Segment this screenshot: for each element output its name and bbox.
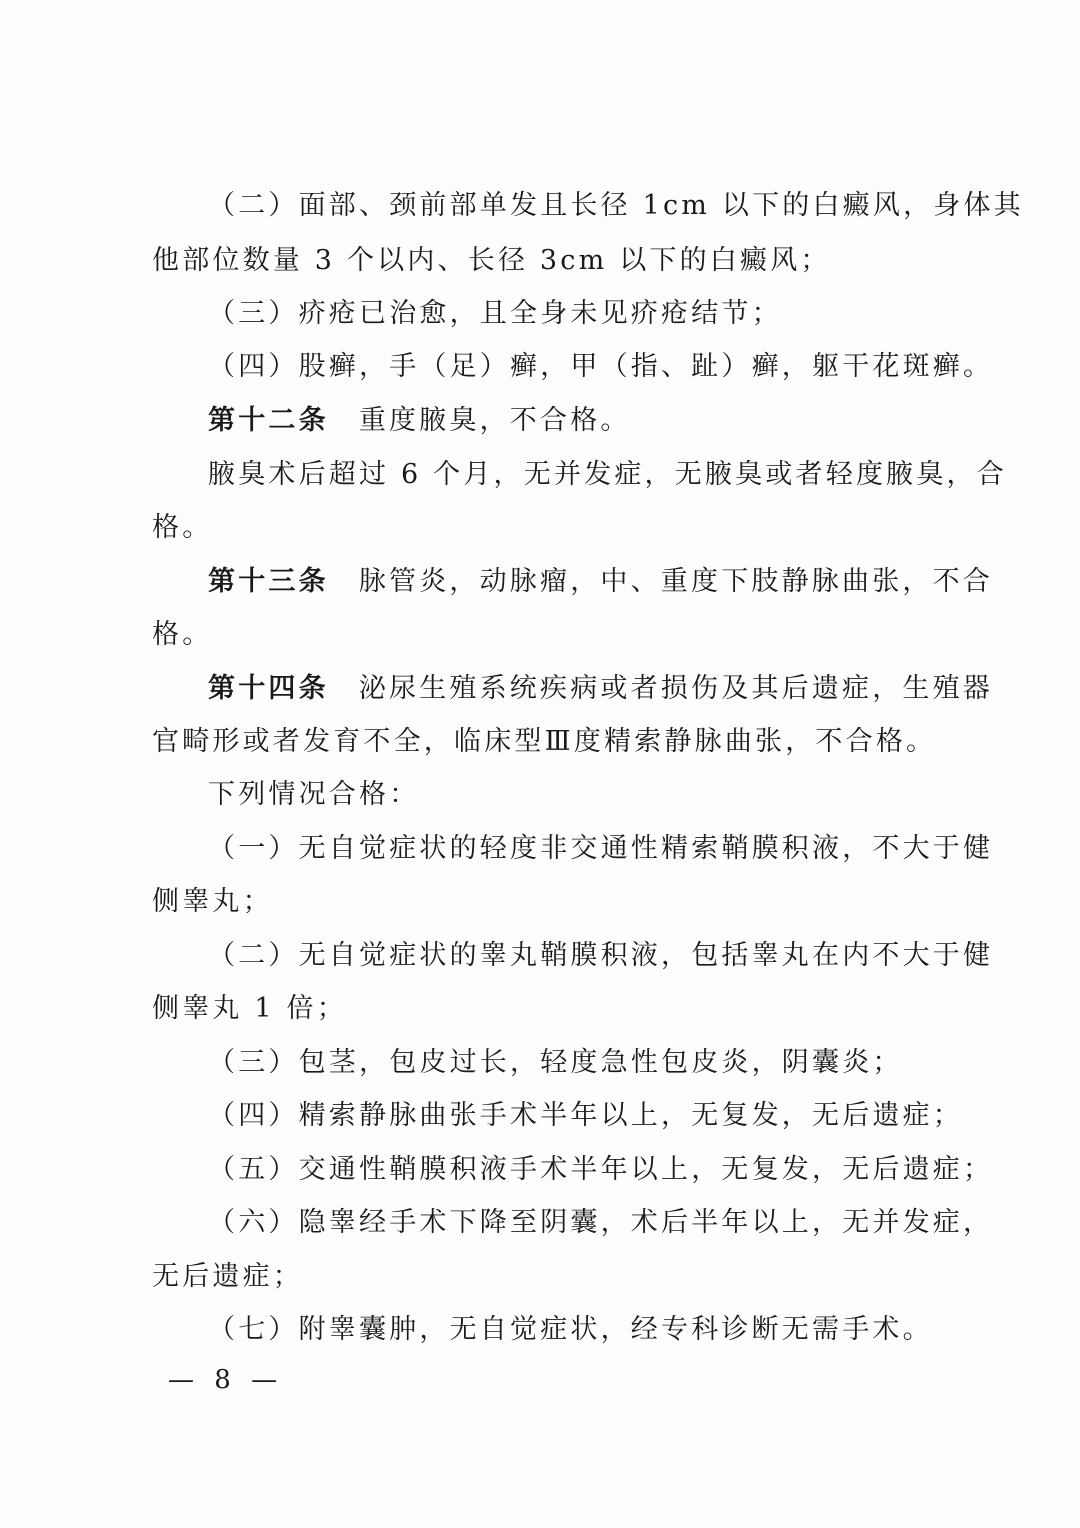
- paragraph-line: 格。: [152, 619, 213, 650]
- list-item: 无后遗症；: [152, 1261, 303, 1292]
- paragraph-line: （三）疥疮已治愈，且全身未见疥疮结节；: [208, 298, 782, 329]
- paragraph-line: 腋臭术后超过 6 个月，无并发症，无腋臭或者轻度腋臭，合: [208, 459, 1007, 490]
- list-item: （七）附睾囊肿，无自觉症状，经专科诊断无需手术。: [208, 1314, 933, 1345]
- paragraph-line: 格。: [152, 512, 213, 543]
- article-text: 脉管炎，动脉瘤，中、重度下肢静脉曲张，不合: [358, 566, 994, 597]
- article-heading: 第十三条: [208, 566, 329, 597]
- list-item: （六）隐睾经手术下降至阴囊，术后半年以上，无并发症，: [208, 1207, 994, 1238]
- list-item: （三）包茎，包皮过长，轻度急性包皮炎，阴囊炎；: [208, 1047, 903, 1078]
- article-13: [208, 564, 994, 600]
- article-12: [208, 403, 948, 439]
- list-item: （一）无自觉症状的轻度非交通性精索鞘膜积液，不大于健: [208, 833, 994, 864]
- list-item: （四）精索静脉曲张手术半年以上，无复发，无后遗症；: [208, 1100, 963, 1131]
- paragraph-line: 官畸形或者发育不全，临床型Ⅲ度精索静脉曲张，不合格。: [152, 726, 937, 757]
- article-heading: 第十二条: [208, 405, 329, 436]
- list-item: （五）交通性鞘膜积液手术半年以上，无复发，无后遗症；: [208, 1154, 994, 1185]
- article-text: 泌尿生殖系统疾病或者损伤及其后遗症，生殖器: [358, 673, 994, 704]
- paragraph-line: （四）股癣，手（足）癣，甲（指、趾）癣，躯干花斑癣。: [208, 351, 994, 382]
- article-14: [208, 671, 994, 707]
- list-item: （二）无自觉症状的睾丸鞘膜积液，包括睾丸在内不大于健: [208, 940, 994, 971]
- article-text: 重度腋臭，不合格。: [358, 405, 631, 436]
- list-item: 侧睾丸 1 倍；: [152, 993, 347, 1024]
- paragraph-line: （二）面部、颈前部单发且长径 1cm 以下的白癜风，身体其: [208, 190, 1024, 221]
- qualified-intro: 下列情况合格：: [208, 779, 420, 810]
- paragraph-line: 他部位数量 3 个以内、长径 3cm 以下的白癜风；: [152, 245, 831, 276]
- page-number: — 8 —: [168, 1365, 284, 1395]
- article-heading: 第十四条: [208, 673, 329, 704]
- list-item: 侧睾丸；: [152, 886, 273, 917]
